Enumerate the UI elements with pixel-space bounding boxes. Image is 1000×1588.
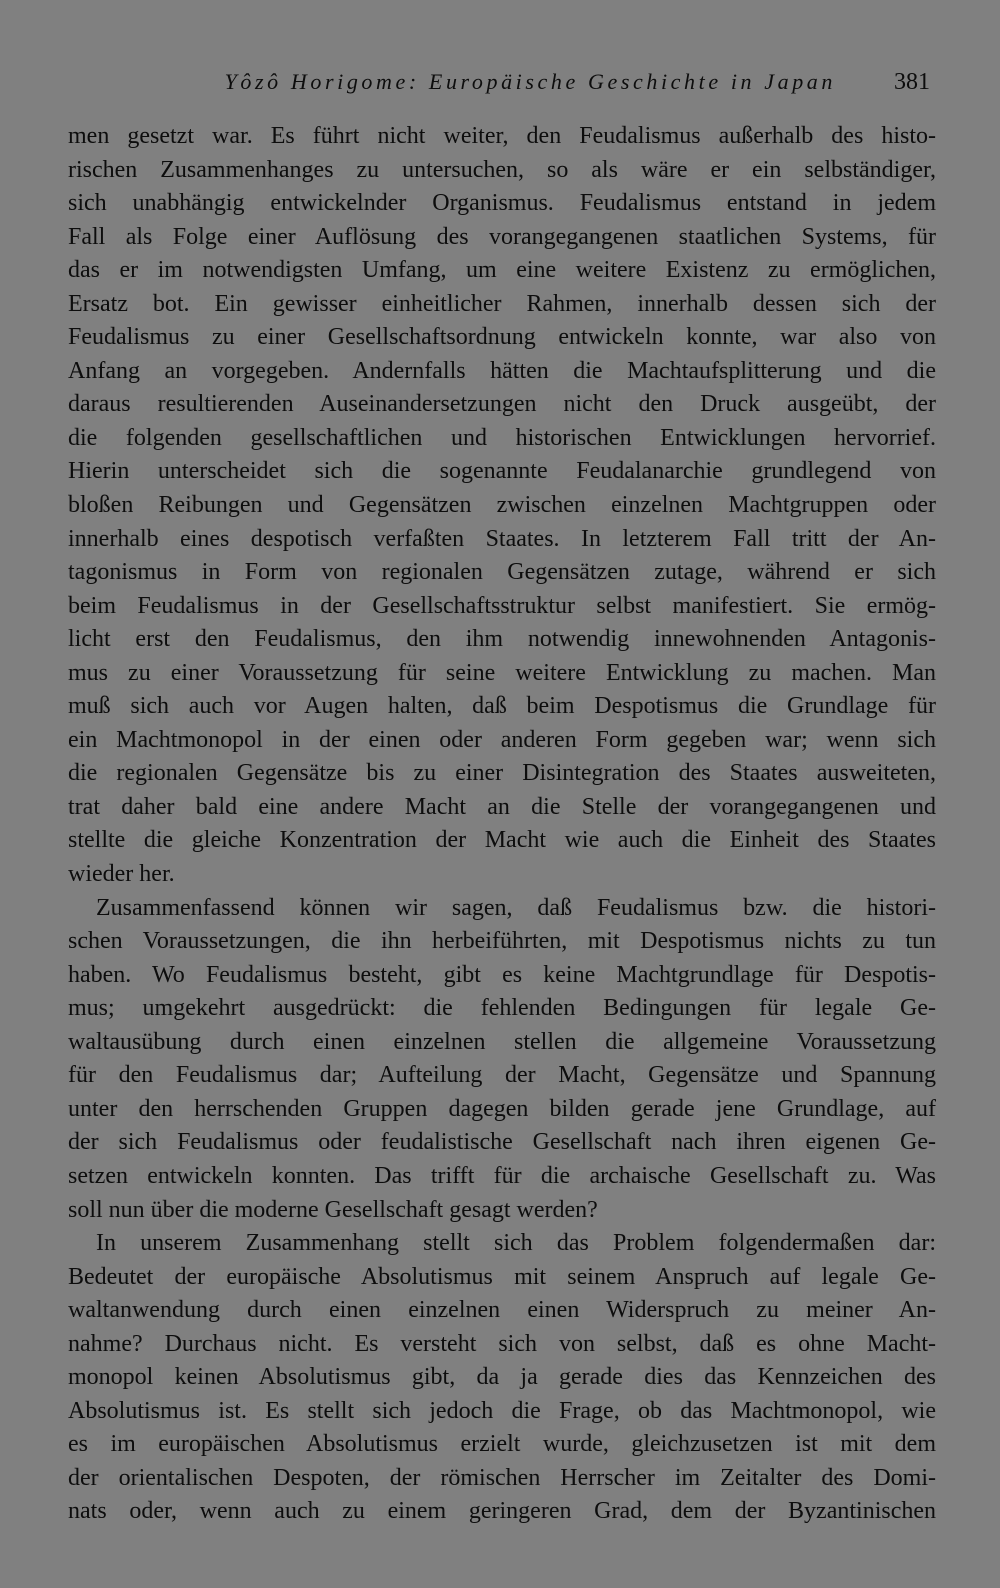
text-line: daraus resultierenden Auseinandersetzungen nicht den Druck ausgeübt, der [68,391,936,418]
text-line: Anfang an vorgegeben. Andernfalls hätten die Machtaufsplitterung und die [68,357,936,384]
text-line: rischen Zusammenhanges zu untersuchen, so als wäre er ein selbständiger, [68,156,936,183]
text-line: haben. Wo Feudalismus besteht, gibt es keine Machtgrundlage für Despotis- [68,961,936,988]
text-line: es im europäischen Absolutismus erzielt wurde, gleichzusetzen ist mit dem [68,1431,936,1458]
text-line: der sich Feudalismus oder feudalistische Gesellschaft nach ihren eigenen Ge- [68,1129,936,1156]
text-line: mus; umgekehrt ausgedrückt: die fehlenden Bedingungen für legale Ge- [68,995,936,1022]
text-line: Bedeutet der europäische Absolutismus mit seinem Anspruch auf legale Ge- [68,1263,936,1290]
text-line: ein Machtmonopol in der einen oder anderen Form gegeben war; wenn sich [68,726,936,753]
running-title: Yôzô Horigome: Europäische Geschichte in Japan [224,69,836,94]
text-line: der orientalischen Despoten, der römischen Herrscher im Zeitalter des Domi- [68,1464,936,1491]
text-line: Absolutismus ist. Es stellt sich jedoch die Frage, ob das Machtmonopol, wie [68,1397,936,1424]
text-line: stellte die gleiche Konzentration der Macht wie auch die Einheit des Staates [68,827,936,854]
text-line: nats oder, wenn auch zu einem geringeren Grad, dem der Byzantinischen [68,1498,936,1525]
text-line: men gesetzt war. Es führt nicht weiter, den Feudalismus außerhalb des histo- [68,123,936,149]
text-line: muß sich auch vor Augen halten, daß beim Despotismus die Grundlage für [68,693,936,720]
text-line: für den Feudalismus dar; Aufteilung der Macht, Gegensätze und Spannung [68,1062,936,1089]
text-line: waltanwendung durch einen einzelnen einen Widerspruch zu meiner An- [68,1297,936,1324]
text-line: setzen entwickeln konnten. Das trifft für die archaische Gesellschaft zu. Was [68,1162,936,1189]
text-line: Feudalismus zu einer Gesellschaftsordnung entwickeln konnte, war also von [68,324,936,351]
paragraph-start-line: In unserem Zusammenhang stellt sich das Problem folgendermaßen dar: [96,1230,936,1257]
paragraph-end-line: soll nun über die moderne Gesellschaft gesagt werden? [68,1196,598,1223]
text-line: waltausübung durch einen einzelnen stellen die allgemeine Voraussetzung [68,1028,936,1055]
text-line: licht erst den Feudalismus, den ihm notwendig innewohnenden Antagonis- [68,626,936,653]
text-line: innerhalb eines despotisch verfaßten Staates. In letzterem Fall tritt der An- [68,525,936,552]
body-text [68,120,936,1529]
text-line: bloßen Reibungen und Gegensätzen zwischen einzelnen Machtgruppen oder [68,492,936,519]
text-line: beim Feudalismus in der Gesellschaftsstruktur selbst manifestiert. Sie ermög- [68,592,936,619]
text-line: nahme? Durchaus nicht. Es versteht sich von selbst, daß es ohne Macht- [68,1330,936,1357]
text-line: trat daher bald eine andere Macht an die Stelle der vorangegangenen und [68,793,936,820]
page-number: 381 [894,69,930,95]
text-line: das er im notwendigsten Umfang, um eine weitere Existenz zu ermöglichen, [68,257,936,284]
text-line: monopol keinen Absolutismus gibt, da ja gerade dies das Kennzeichen des [68,1364,936,1391]
book-page [68,0,936,1588]
text-line: Fall als Folge einer Auflösung des vorangegangenen staatlichen Systems, für [68,223,936,250]
running-head [68,66,936,98]
text-line: Ersatz bot. Ein gewisser einheitlicher Rahmen, innerhalb dessen sich der [68,290,936,317]
text-line: tagonismus in Form von regionalen Gegensätzen zutage, während er sich [68,559,936,586]
text-line: mus zu einer Voraussetzung für seine weitere Entwicklung zu machen. Man [68,659,936,686]
text-line: sich unabhängig entwickelnder Organismus. Feudalismus entstand in jedem [68,190,936,217]
text-line: Hierin unterscheidet sich die sogenannte Feudalanarchie grundlegend von [68,458,936,485]
text-line: schen Voraussetzungen, die ihn herbeiführten, mit Despotismus nichts zu tun [68,928,936,955]
text-line: unter den herrschenden Gruppen dagegen bilden gerade jene Grundlage, auf [68,1095,936,1122]
paragraph-end-line: wieder her. [68,861,175,888]
paragraph-start-line: Zusammenfassend können wir sagen, daß Feudalismus bzw. die histori- [96,894,936,921]
text-line: die regionalen Gegensätze bis zu einer Disintegration des Staates ausweiteten, [68,760,936,787]
text-line: die folgenden gesellschaftlichen und historischen Entwicklungen hervorrief. [68,424,936,451]
